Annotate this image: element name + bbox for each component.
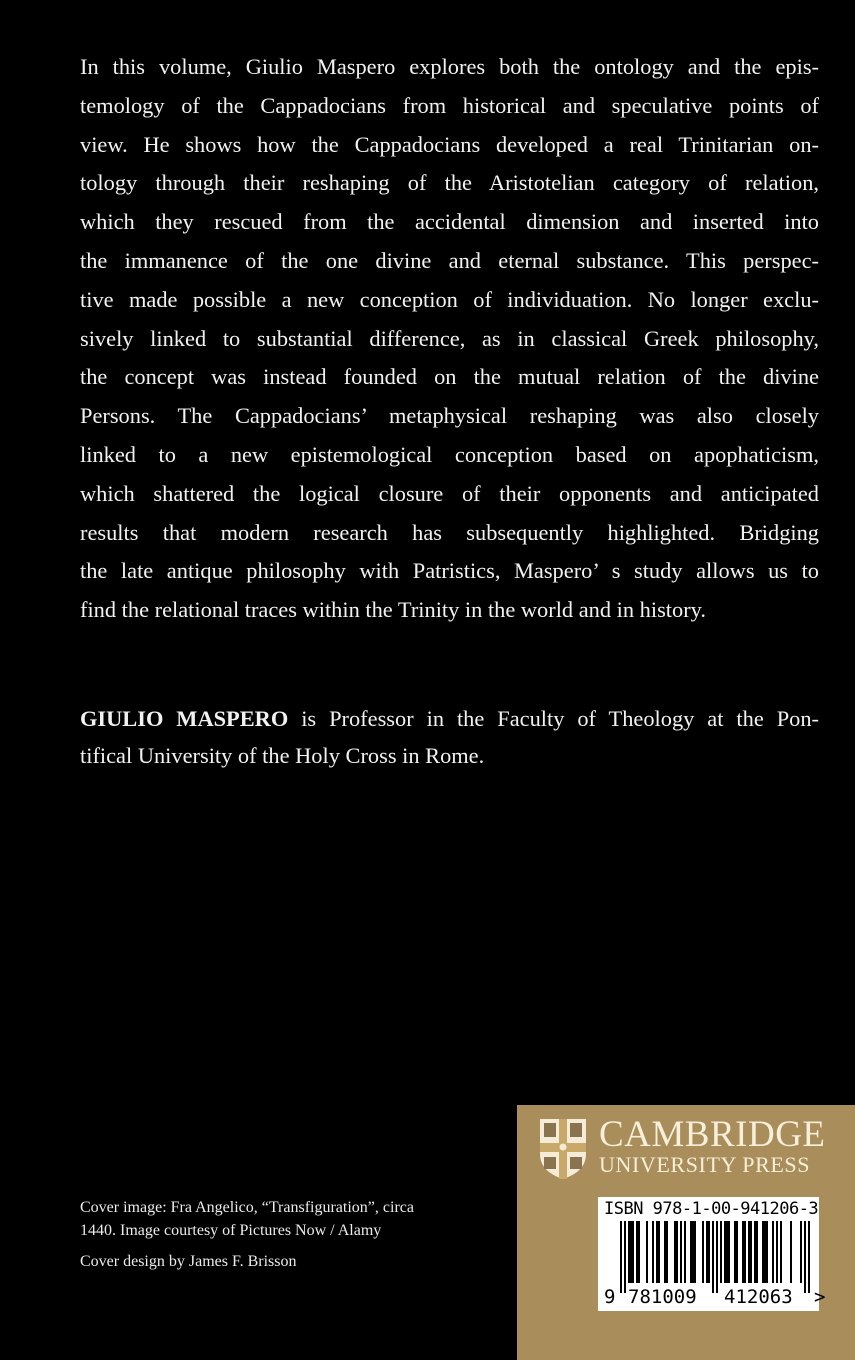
barcode-bar xyxy=(684,1221,686,1283)
credit-line: 1440. Image courtesy of Pictures Now / Alamy xyxy=(80,1222,382,1239)
barcode-bar xyxy=(624,1221,626,1293)
barcode-bar xyxy=(808,1221,810,1293)
isbn-label: ISBN 978-1-00-941206-3 xyxy=(604,1199,819,1219)
barcode-bar xyxy=(690,1221,692,1283)
barcode-bar xyxy=(630,1221,632,1283)
barcode-bar xyxy=(620,1221,622,1293)
barcode-bar xyxy=(666,1221,668,1283)
barcode-bar xyxy=(780,1221,782,1283)
publisher-panel xyxy=(517,1105,855,1360)
barcode-bar xyxy=(694,1221,696,1283)
barcode-bar xyxy=(726,1221,728,1283)
barcode-bar xyxy=(658,1221,660,1283)
barcode-digits: 412063 xyxy=(724,1286,793,1308)
barcode-bar xyxy=(724,1221,726,1283)
barcode-bar xyxy=(754,1221,756,1283)
barcode-bar xyxy=(756,1221,758,1283)
barcode-bar xyxy=(702,1221,704,1283)
blurb-line: sively linked to substantial difference, as in classical Greek philosophy, xyxy=(80,325,819,351)
blurb-line: find the relational traces within the Trinity in the world and in history. xyxy=(80,597,707,623)
barcode-bar xyxy=(680,1221,682,1283)
publisher-subname: UNIVERSITY PRESS xyxy=(599,1152,811,1177)
barcode-bar xyxy=(720,1221,722,1283)
blurb-line: which they rescued from the accidental dimension and inserted into xyxy=(80,209,819,235)
blurb-line: the late antique philosophy with Patristics, Maspero’ s study allows us to xyxy=(80,558,819,584)
blurb-line: tive made possible a new conception of individuation. No longer exclu- xyxy=(80,286,819,312)
author-name: GIULIO MASPERO xyxy=(80,706,289,731)
barcode-bar xyxy=(800,1221,802,1283)
barcode-bar xyxy=(750,1221,752,1283)
barcode-bar xyxy=(742,1221,744,1283)
barcode-bar xyxy=(636,1221,638,1283)
barcode-bar xyxy=(766,1221,768,1283)
publisher-name: CAMBRIDGE xyxy=(599,1114,826,1155)
barcode-bar xyxy=(712,1221,714,1293)
blurb-line: Persons. The Cappadocians’ metaphysical reshaping was also closely xyxy=(80,403,819,429)
blurb-line: results that modern research has subsequently highlighted. Bridging xyxy=(80,519,819,545)
blurb-line: tology through their reshaping of the Aristotelian category of relation, xyxy=(80,170,819,196)
blurb-line: temology of the Cappadocians from historical and speculative points of xyxy=(80,92,819,118)
blurb-line: which shattered the logical closure of their opponents and anticipated xyxy=(80,480,819,506)
barcode-bar xyxy=(692,1221,694,1283)
barcode-bar xyxy=(776,1221,778,1283)
barcode-bar xyxy=(664,1221,666,1283)
barcode-bar xyxy=(706,1221,708,1283)
barcode-bar xyxy=(656,1221,658,1283)
blurb-line: the immanence of the one divine and eternal substance. This perspec- xyxy=(80,247,819,273)
barcode-bar xyxy=(628,1221,630,1283)
barcode-bar xyxy=(676,1221,678,1283)
barcode-bar xyxy=(764,1221,766,1283)
barcode-digits: 9 xyxy=(604,1286,616,1308)
barcode-bar xyxy=(748,1221,750,1283)
barcode-bar xyxy=(744,1221,746,1283)
barcode-bar xyxy=(790,1221,792,1283)
barcode-bar xyxy=(638,1221,640,1283)
author-bio: GIULIO MASPERO is Professor in the Faculty of Theology at the Pon- tifical University of the Holy Cross in Rome. xyxy=(80,700,819,774)
design-credit: Cover design by James F. Brisson xyxy=(80,1253,297,1270)
barcode-bar xyxy=(804,1221,806,1293)
cover-credits xyxy=(80,1196,414,1273)
bio-line: tifical University of the Holy Cross in Rome. xyxy=(80,743,485,768)
blurb-line: view. He shows how the Cappadocians developed a real Trinitarian on- xyxy=(80,131,819,157)
barcode-bar xyxy=(646,1221,648,1283)
barcode-bar xyxy=(674,1221,676,1283)
credit-line: Cover image: Fra Angelico, “Transfiguration”, circa xyxy=(80,1199,414,1216)
blurb-line: linked to a new epistemological conception based on apophaticism, xyxy=(80,441,819,467)
barcode-bar xyxy=(728,1221,730,1283)
barcode-bar xyxy=(762,1221,764,1283)
blurb xyxy=(80,48,819,630)
barcode-bar xyxy=(708,1221,710,1283)
barcode-bar xyxy=(736,1221,738,1283)
barcode-bar xyxy=(716,1221,718,1293)
barcode-bar xyxy=(652,1221,654,1283)
barcode-bar xyxy=(772,1221,774,1283)
blurb-line: In this volume, Giulio Maspero explores both the ontology and the epis- xyxy=(80,54,819,79)
university-shield-icon xyxy=(539,1118,587,1180)
blurb-line: the concept was instead founded on the mutual relation of the divine xyxy=(80,364,819,390)
barcode-digits: 781009 xyxy=(628,1286,697,1308)
isbn-barcode xyxy=(598,1197,826,1311)
barcode-bar xyxy=(734,1221,736,1283)
barcode-bar xyxy=(632,1221,634,1283)
barcode-digits: > xyxy=(814,1286,826,1308)
